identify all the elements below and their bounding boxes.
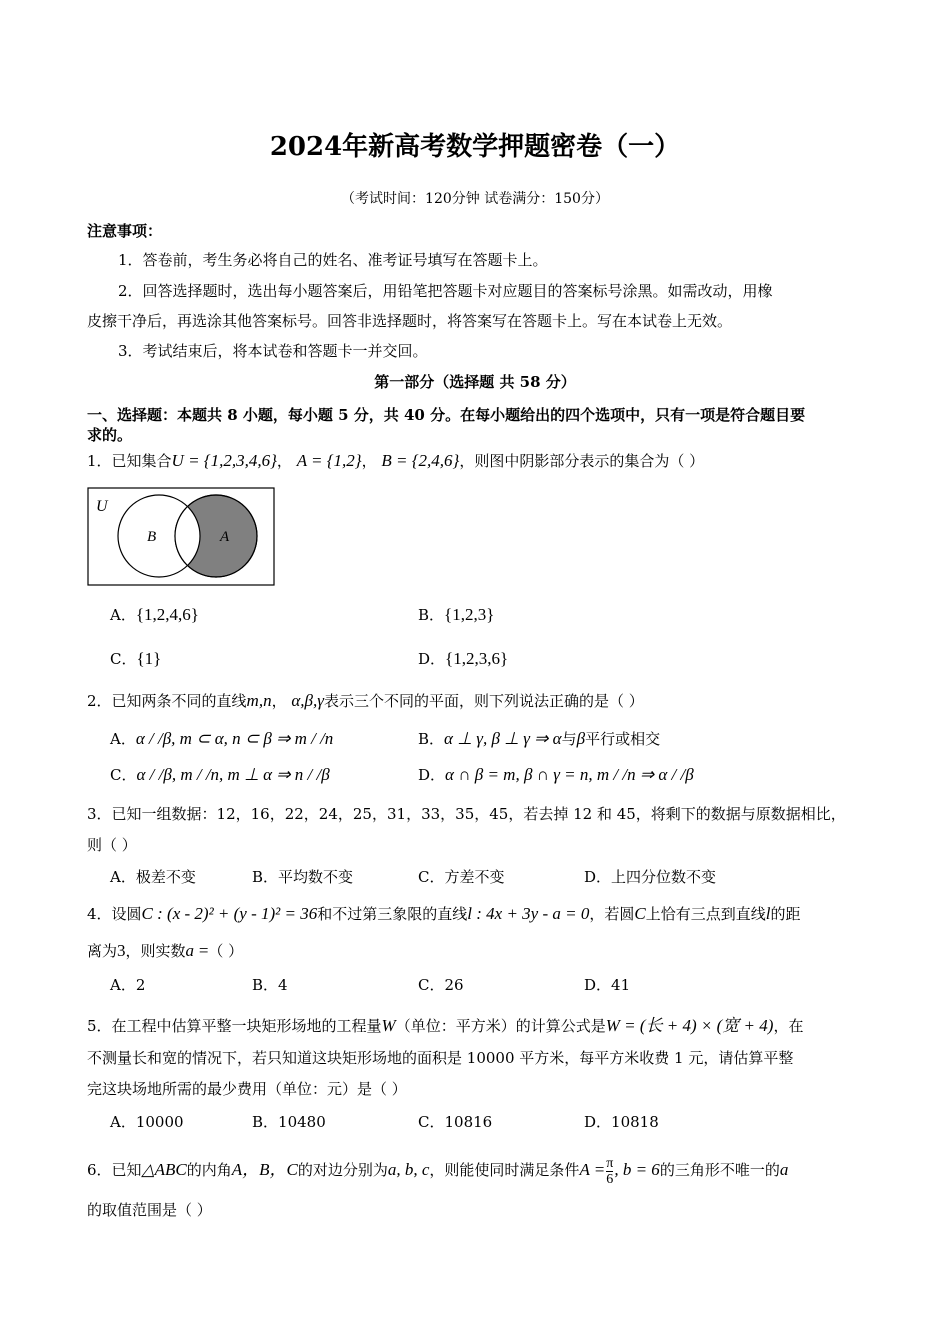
notice-item-2-cont: 皮擦干净后，再选涂其他答案标号。回答非选择题时，将答案写在答题卡上。写在本试卷上无效。 bbox=[87, 312, 733, 330]
notice-item-3: 3．考试结束后，将本试卷和答题卡一并交回。 bbox=[118, 342, 428, 360]
question-4-cont: 离为3，则实数a =（ ） bbox=[87, 941, 244, 960]
section-heading: 一、选择题：本题共 8 小题，每小题 5 分，共 40 分。在每小题给出的四个选项中，只有一项是符合题目要 bbox=[87, 406, 806, 424]
question-5-cont2: 完这块场地所需的最少费用（单位：元）是（ ） bbox=[87, 1080, 407, 1098]
question-2: 2．已知两条不同的直线m,n， α,β,γ表示三个不同的平面，则下列说法正确的是（ ） bbox=[87, 691, 644, 710]
question-5: 5．在工程中估算平整一块矩形场地的工程量W（单位：平方米）的计算公式是W = (长 + 4) × (宽 + 4)，在 bbox=[87, 1016, 804, 1035]
q3-option-d[interactable]: D．上四分位数不变 bbox=[584, 868, 717, 886]
q1-set-b: B = {2,4,6} bbox=[381, 451, 460, 470]
notice-item-2: 2．回答选择题时，选出每小题答案后，用铅笔把答题卡对应题目的答案标号涂黑。如需改动，用橡 bbox=[118, 282, 773, 300]
question-1 bbox=[87, 450, 704, 471]
section-heading-cont: 求的。 bbox=[87, 426, 133, 444]
venn-label-a: A bbox=[220, 529, 230, 545]
q2-option-d[interactable]: D．α ∩ β = m, β ∩ γ = n, m / /n ⇒ α / /β bbox=[418, 765, 694, 784]
question-6: 6．已知△ABC的内角A，B，C的对边分别为a, b, c，则能使同时满足条件A = $\frac{\pi}{6}$ , b = 6的三角形不唯一的a bbox=[87, 1155, 789, 1187]
q5-option-d[interactable]: D．10818 bbox=[584, 1113, 659, 1131]
q4-option-d[interactable]: D．41 bbox=[584, 976, 631, 994]
q2-option-a[interactable]: A．α / /β, m ⊂ α, n ⊂ β ⇒ m / /n bbox=[110, 729, 334, 748]
page-title: 2024年新高考数学押题密卷（一） bbox=[269, 132, 681, 162]
q1-option-a[interactable]: A．{1,2,4,6} bbox=[110, 605, 199, 624]
question-6-cont: 的取值范围是（ ） bbox=[87, 1201, 212, 1219]
q5-option-c[interactable]: C．10816 bbox=[418, 1113, 493, 1131]
q1-option-b[interactable]: B．{1,2,3} bbox=[418, 605, 495, 624]
notice-item-1: 1．答卷前，考生务必将自己的姓名、准考证号填写在答题卡上。 bbox=[118, 251, 548, 269]
venn-label-u: U bbox=[96, 498, 108, 515]
q4-option-b[interactable]: B．4 bbox=[252, 976, 288, 994]
q1-option-c[interactable]: C．{1} bbox=[110, 649, 162, 668]
q3-option-c[interactable]: C．方差不变 bbox=[418, 868, 505, 886]
q4-option-a[interactable]: A．2 bbox=[110, 976, 146, 994]
q5-option-a[interactable]: A．10000 bbox=[110, 1113, 184, 1131]
q4-option-c[interactable]: C．26 bbox=[418, 976, 464, 994]
q1-sep1: ， bbox=[276, 452, 292, 470]
q1-suffix: ，则图中阴影部分表示的集合为（ ） bbox=[459, 452, 705, 470]
question-4: 4．设圆C : (x - 2)² + (y - 1)² = 36和不过第三象限的直线l : 4x + 3y - a = 0，若圆C上恰有三点到直线l的距 bbox=[87, 904, 801, 923]
q1-set-u: U = {1,2,3,4,6} bbox=[171, 451, 277, 470]
question-3-cont: 则（ ） bbox=[87, 836, 137, 854]
q1-prefix: 1．已知集合 bbox=[87, 452, 172, 470]
notice-heading: 注意事项： bbox=[87, 222, 163, 240]
q2-option-b[interactable]: B．α ⊥ γ, β ⊥ γ ⇒ α与β平行或相交 bbox=[418, 729, 661, 748]
q1-option-d[interactable]: D．{1,2,3,6} bbox=[418, 649, 509, 668]
venn-label-b: B bbox=[147, 529, 157, 545]
q2-option-c[interactable]: C．α / /β, m / /n, m ⊥ α ⇒ n / /β bbox=[110, 765, 330, 784]
q3-option-b[interactable]: B．平均数不变 bbox=[252, 868, 354, 886]
q6-fraction: $\frac{\pi}{6}$ bbox=[606, 1155, 614, 1187]
q1-sep2: ， bbox=[361, 452, 377, 470]
q5-option-b[interactable]: B．10480 bbox=[252, 1113, 326, 1131]
part-heading: 第一部分（选择题 共 58 分） bbox=[374, 373, 576, 391]
question-3: 3．已知一组数据：12，16，22，24，25，31，33，35，45，若去掉 12 和 45，将剩下的数据与原数据相比， bbox=[87, 805, 846, 823]
exam-info: （考试时间：120分钟 试卷满分：150分） bbox=[341, 191, 609, 207]
venn-diagram bbox=[87, 487, 275, 586]
q1-set-a: A = {1,2} bbox=[296, 451, 362, 470]
q3-option-a[interactable]: A．极差不变 bbox=[110, 868, 196, 886]
question-5-cont: 不测量长和宽的情况下，若只知道这块矩形场地的面积是 10000 平方米，每平方米收费 1 元，请估算平整 bbox=[87, 1049, 794, 1067]
